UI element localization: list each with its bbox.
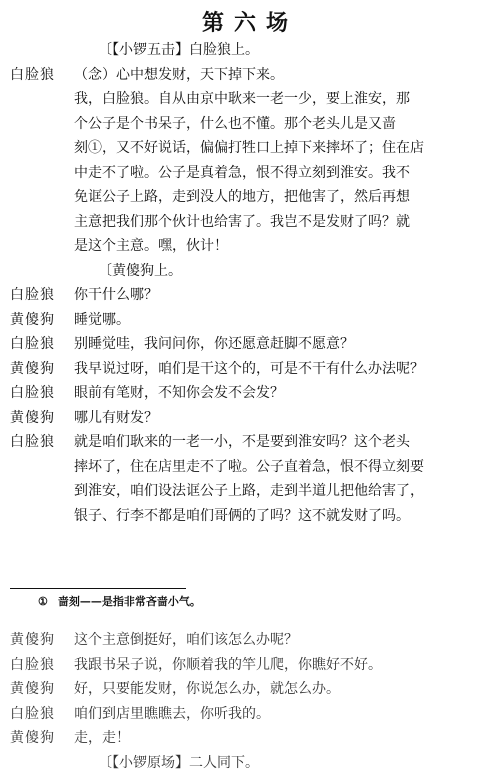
dialogue-line xyxy=(10,504,488,529)
line-text: 银子、行李不都是咱们哥俩的了吗？这不就发财了吗。 xyxy=(74,507,410,524)
line-text: 就是咱们耿来的一老一小，不是要到淮安吗？这个老头 xyxy=(74,434,410,450)
stage-direction-text: 〔黄傻狗上。 xyxy=(98,262,182,279)
scene-title: 第六场 xyxy=(201,10,298,36)
dialogue-line xyxy=(10,185,488,210)
dialogue-line xyxy=(10,628,488,653)
dialogue-line xyxy=(10,430,488,455)
dialogue-line xyxy=(10,161,488,186)
dialogue-line xyxy=(10,726,488,751)
line-text: 咱们到店里瞧瞧去，你听我的。 xyxy=(74,705,270,722)
dialogue-line xyxy=(10,112,488,137)
line-text: 我跟书呆子说，你顺着我的竿儿爬，你瞧好不好。 xyxy=(74,656,382,673)
footnote-divider xyxy=(10,588,186,589)
speaker-name: 黄傻狗 xyxy=(10,360,55,377)
speaker-name: 白脸狼 xyxy=(10,434,55,450)
line-text: 摔坏了，住在店里走不了啦。公子直着急，恨不得立刻要 xyxy=(74,458,424,475)
dialogue-line xyxy=(10,381,488,406)
stage-direction xyxy=(10,751,488,776)
line-text: 别睡觉哇，我问问你，你还愿意赶脚不愿意？ xyxy=(74,336,354,352)
dialogue-line xyxy=(10,136,488,161)
speaker-name: 白脸狼 xyxy=(10,287,55,303)
speaker-name: 白脸狼 xyxy=(10,336,55,352)
dialogue-line xyxy=(10,283,488,308)
line-text: 是这个主意。嘿，伙计！ xyxy=(74,238,228,254)
dialogue-line xyxy=(10,653,488,678)
line-text: 到淮安，咱们设法诓公子上路，走到半道儿把他给害了， xyxy=(74,483,424,499)
line-text: （念）心中想发财，天下掉下来。 xyxy=(74,66,284,83)
dialogue-line xyxy=(10,210,488,235)
speaker-name: 黄傻狗 xyxy=(10,409,55,426)
dialogue-line xyxy=(10,479,488,504)
dialogue-line xyxy=(10,406,488,431)
line-text: 个公子是个书呆子，什么也不懂。那个老头儿是又啬 xyxy=(74,115,396,132)
dialogue-line xyxy=(10,234,488,259)
dialogue-line xyxy=(10,357,488,382)
footnote-text: 啬刻——是指非常吝啬小气。 xyxy=(57,595,201,608)
line-text: 眼前有笔财，不知你会发不会发？ xyxy=(74,385,284,401)
speaker-name: 黄傻狗 xyxy=(10,681,55,697)
dialogue-line xyxy=(10,455,488,480)
dialogue-lower xyxy=(10,628,488,775)
dialogue-line xyxy=(10,87,488,112)
dialogue-line xyxy=(10,308,488,333)
line-text: 这个主意倒挺好，咱们该怎么办呢？ xyxy=(74,632,298,648)
dialogue-line xyxy=(10,63,488,88)
speaker-name: 黄傻狗 xyxy=(10,311,55,328)
dialogue-line xyxy=(10,702,488,727)
line-text: 你干什么哪？ xyxy=(74,287,158,303)
line-text: 哪儿有财发？ xyxy=(74,409,158,426)
line-text: 我早说过呀，咱们是干这个的，可是不干有什么办法呢？ xyxy=(74,360,424,377)
footnote xyxy=(38,594,201,610)
line-text: 走，走！ xyxy=(74,730,130,746)
stage-direction xyxy=(10,259,488,284)
speaker-name: 黄傻狗 xyxy=(10,730,55,746)
dialogue-upper xyxy=(10,38,488,528)
line-text: 睡觉哪。 xyxy=(74,311,130,328)
line-text: 好，只要能发财，你说怎么办，就怎么办。 xyxy=(74,681,340,697)
line-text: 主意把我们那个伙计也给害了。我岂不是发财了吗？就 xyxy=(74,213,410,230)
speaker-name: 白脸狼 xyxy=(10,385,55,401)
line-text: 刻①，又不好说话，偏偏打牲口上掉下来摔坏了；住在店 xyxy=(74,140,424,156)
speaker-name: 白脸狼 xyxy=(10,705,55,722)
line-text: 中走不了啦。公子是真着急，恨不得立刻到淮安。我不 xyxy=(74,164,410,181)
speaker-name: 白脸狼 xyxy=(10,656,55,673)
stage-direction xyxy=(10,38,488,63)
stage-direction-text: 〔【小锣原场】二人同下。 xyxy=(98,754,259,771)
line-text: 我，白脸狼。自从由京中耿来一老一少，要上淮安，那 xyxy=(74,91,410,107)
footnote-mark: ① xyxy=(38,595,48,608)
line-text: 免诓公子上路，走到没人的地方，把他害了，然后再想 xyxy=(74,189,410,205)
stage-direction-text: 〔【小锣五击】白脸狼上。 xyxy=(98,42,259,58)
speaker-name: 黄傻狗 xyxy=(10,632,55,648)
dialogue-line xyxy=(10,677,488,702)
dialogue-line xyxy=(10,332,488,357)
speaker-name: 白脸狼 xyxy=(10,66,55,83)
